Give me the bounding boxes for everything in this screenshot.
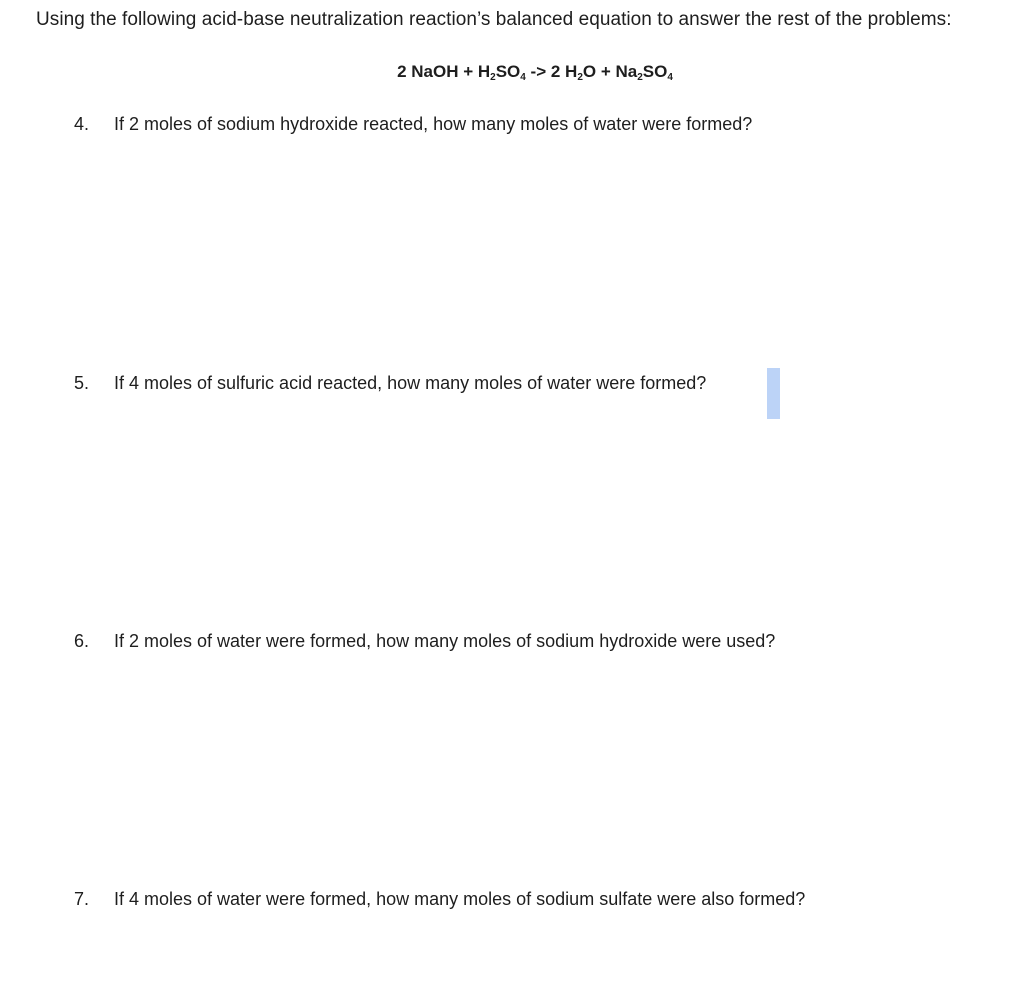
question-text: If 4 moles of water were formed, how many moles of sodium sulfate were also formed? [114,889,806,909]
question-number: 4. [74,114,90,134]
balanced-equation [0,61,1024,83]
question-5 [74,371,706,395]
equation-text: SO [495,62,521,81]
text-selection-highlight [767,368,780,419]
instructions-heading: Using the following acid-base neutralization reaction’s balanced equation to answer the rest of the problems: [36,9,952,30]
equation-text: -> 2 H [525,62,578,81]
equation-subscript: 2 [637,72,643,83]
equation-subscript: 4 [520,72,526,83]
question-text: If 2 moles of water were formed, how many moles of sodium hydroxide were used? [114,631,776,651]
question-number: 6. [74,631,90,651]
question-number: 5. [74,373,90,393]
question-text: If 2 moles of sodium hydroxide reacted, how many moles of water were formed? [114,114,753,134]
equation-subscript: 2 [490,72,496,83]
equation-text: SO [642,62,668,81]
question-text: If 4 moles of sulfuric acid reacted, how many moles of water were formed? [114,373,707,393]
equation-text: O + Na [582,62,638,81]
question-number: 7. [74,889,90,909]
question-6 [74,629,775,653]
question-7 [74,887,805,911]
equation-subscript: 2 [577,72,583,83]
equation-text: 2 NaOH + H [397,62,491,81]
equation-subscript: 4 [667,72,673,83]
question-4 [74,112,752,136]
